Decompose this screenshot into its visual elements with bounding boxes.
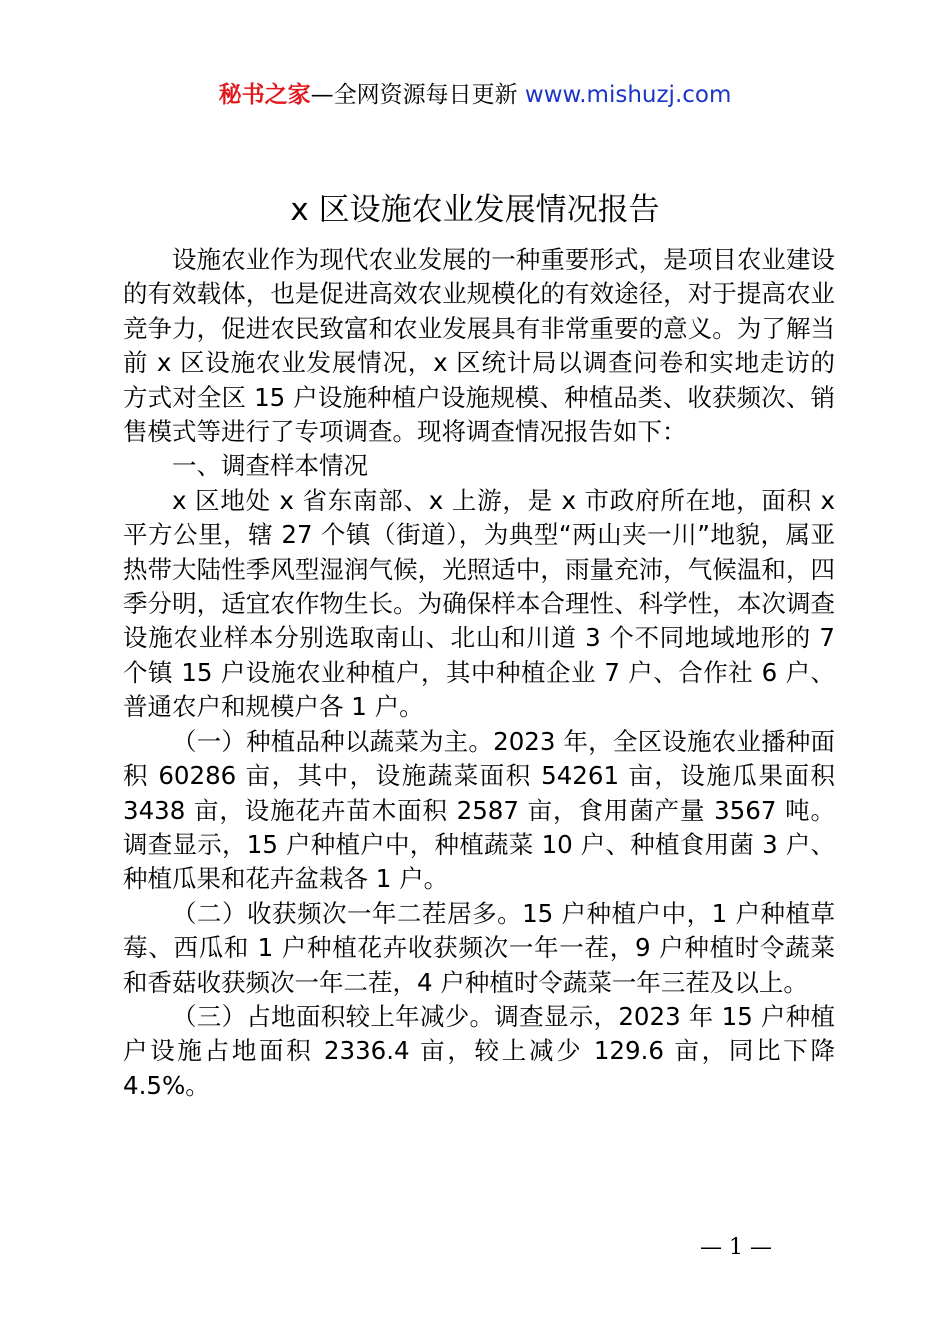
- body-paragraph: （三）占地面积较上年减少。调查显示，2023 年 15 户种植户设施占地面积 2336.4 亩，较上减少 129.6 亩，同比下降 4.5%。: [123, 1001, 835, 1100]
- body-paragraph: （二）收获频次一年二茬居多。15 户种植户中，1 户种植草莓、西瓜和 1 户种植花卉收获频次一年一茬，9 户种植时令蔬菜和香菇收获频次一年二茬，4 户种植时令蔬菜一年三茬及以上。: [123, 898, 835, 997]
- body-paragraph: （一）种植品种以蔬菜为主。2023 年，全区设施农业播种面积 60286 亩，其中，设施蔬菜面积 54261 亩，设施瓜果面积 3438 亩，设施花卉苗木面积 2587 亩，食用菌产量 3567 吨。调查显示，15 户种植户中，种植蔬菜 10 户、种植食用菌 3 户、种植瓜果和花卉盆栽各 1 户。: [123, 726, 835, 894]
- site-watermark-header: [0, 78, 950, 112]
- document-body: [123, 243, 835, 1103]
- site-url[interactable]: www.mishuzj.com: [524, 82, 732, 108]
- intro-paragraph: 设施农业作为现代农业发展的一种重要形式，是项目农业建设的有效载体，也是促进高效农业规模化的有效途径，对于提高农业竞争力，促进农民致富和农业发展具有非常重要的意义。为了解当前 x 区设施农业发展情况，x 区统计局以调查问卷和实地走访的方式对全区 15 户设施种植户设施规模、种植品类、收获频次、销售模式等进行了专项调查。现将调查情况报告如下：: [123, 245, 835, 447]
- body-paragraph: x 区地处 x 省东南部、x 上游，是 x 市政府所在地，面积 x 平方公里，辖 27 个镇（街道），为典型“两山夹一川”地貌，属亚热带大陆性季风型湿润气候，光照适中，雨量充沛，气候温和，四季分明，适宜农作物生长。为确保样本合理性、科学性，本次调查设施农业样本分别选取南山、北山和川道 3 个不同地域地形的 7 个镇 15 户设施农业种植户，其中种植企业 7 户、合作社 6 户、普通农户和规模户各 1 户。: [123, 485, 835, 722]
- document-title: x 区设施农业发展情况报告: [290, 192, 660, 228]
- section-heading-survey-sample: 一、调查样本情况: [172, 451, 368, 481]
- page-number: — 1 —: [700, 1235, 772, 1260]
- site-tagline: —全网资源每日更新: [310, 82, 518, 108]
- site-brand: 秘书之家: [218, 82, 311, 108]
